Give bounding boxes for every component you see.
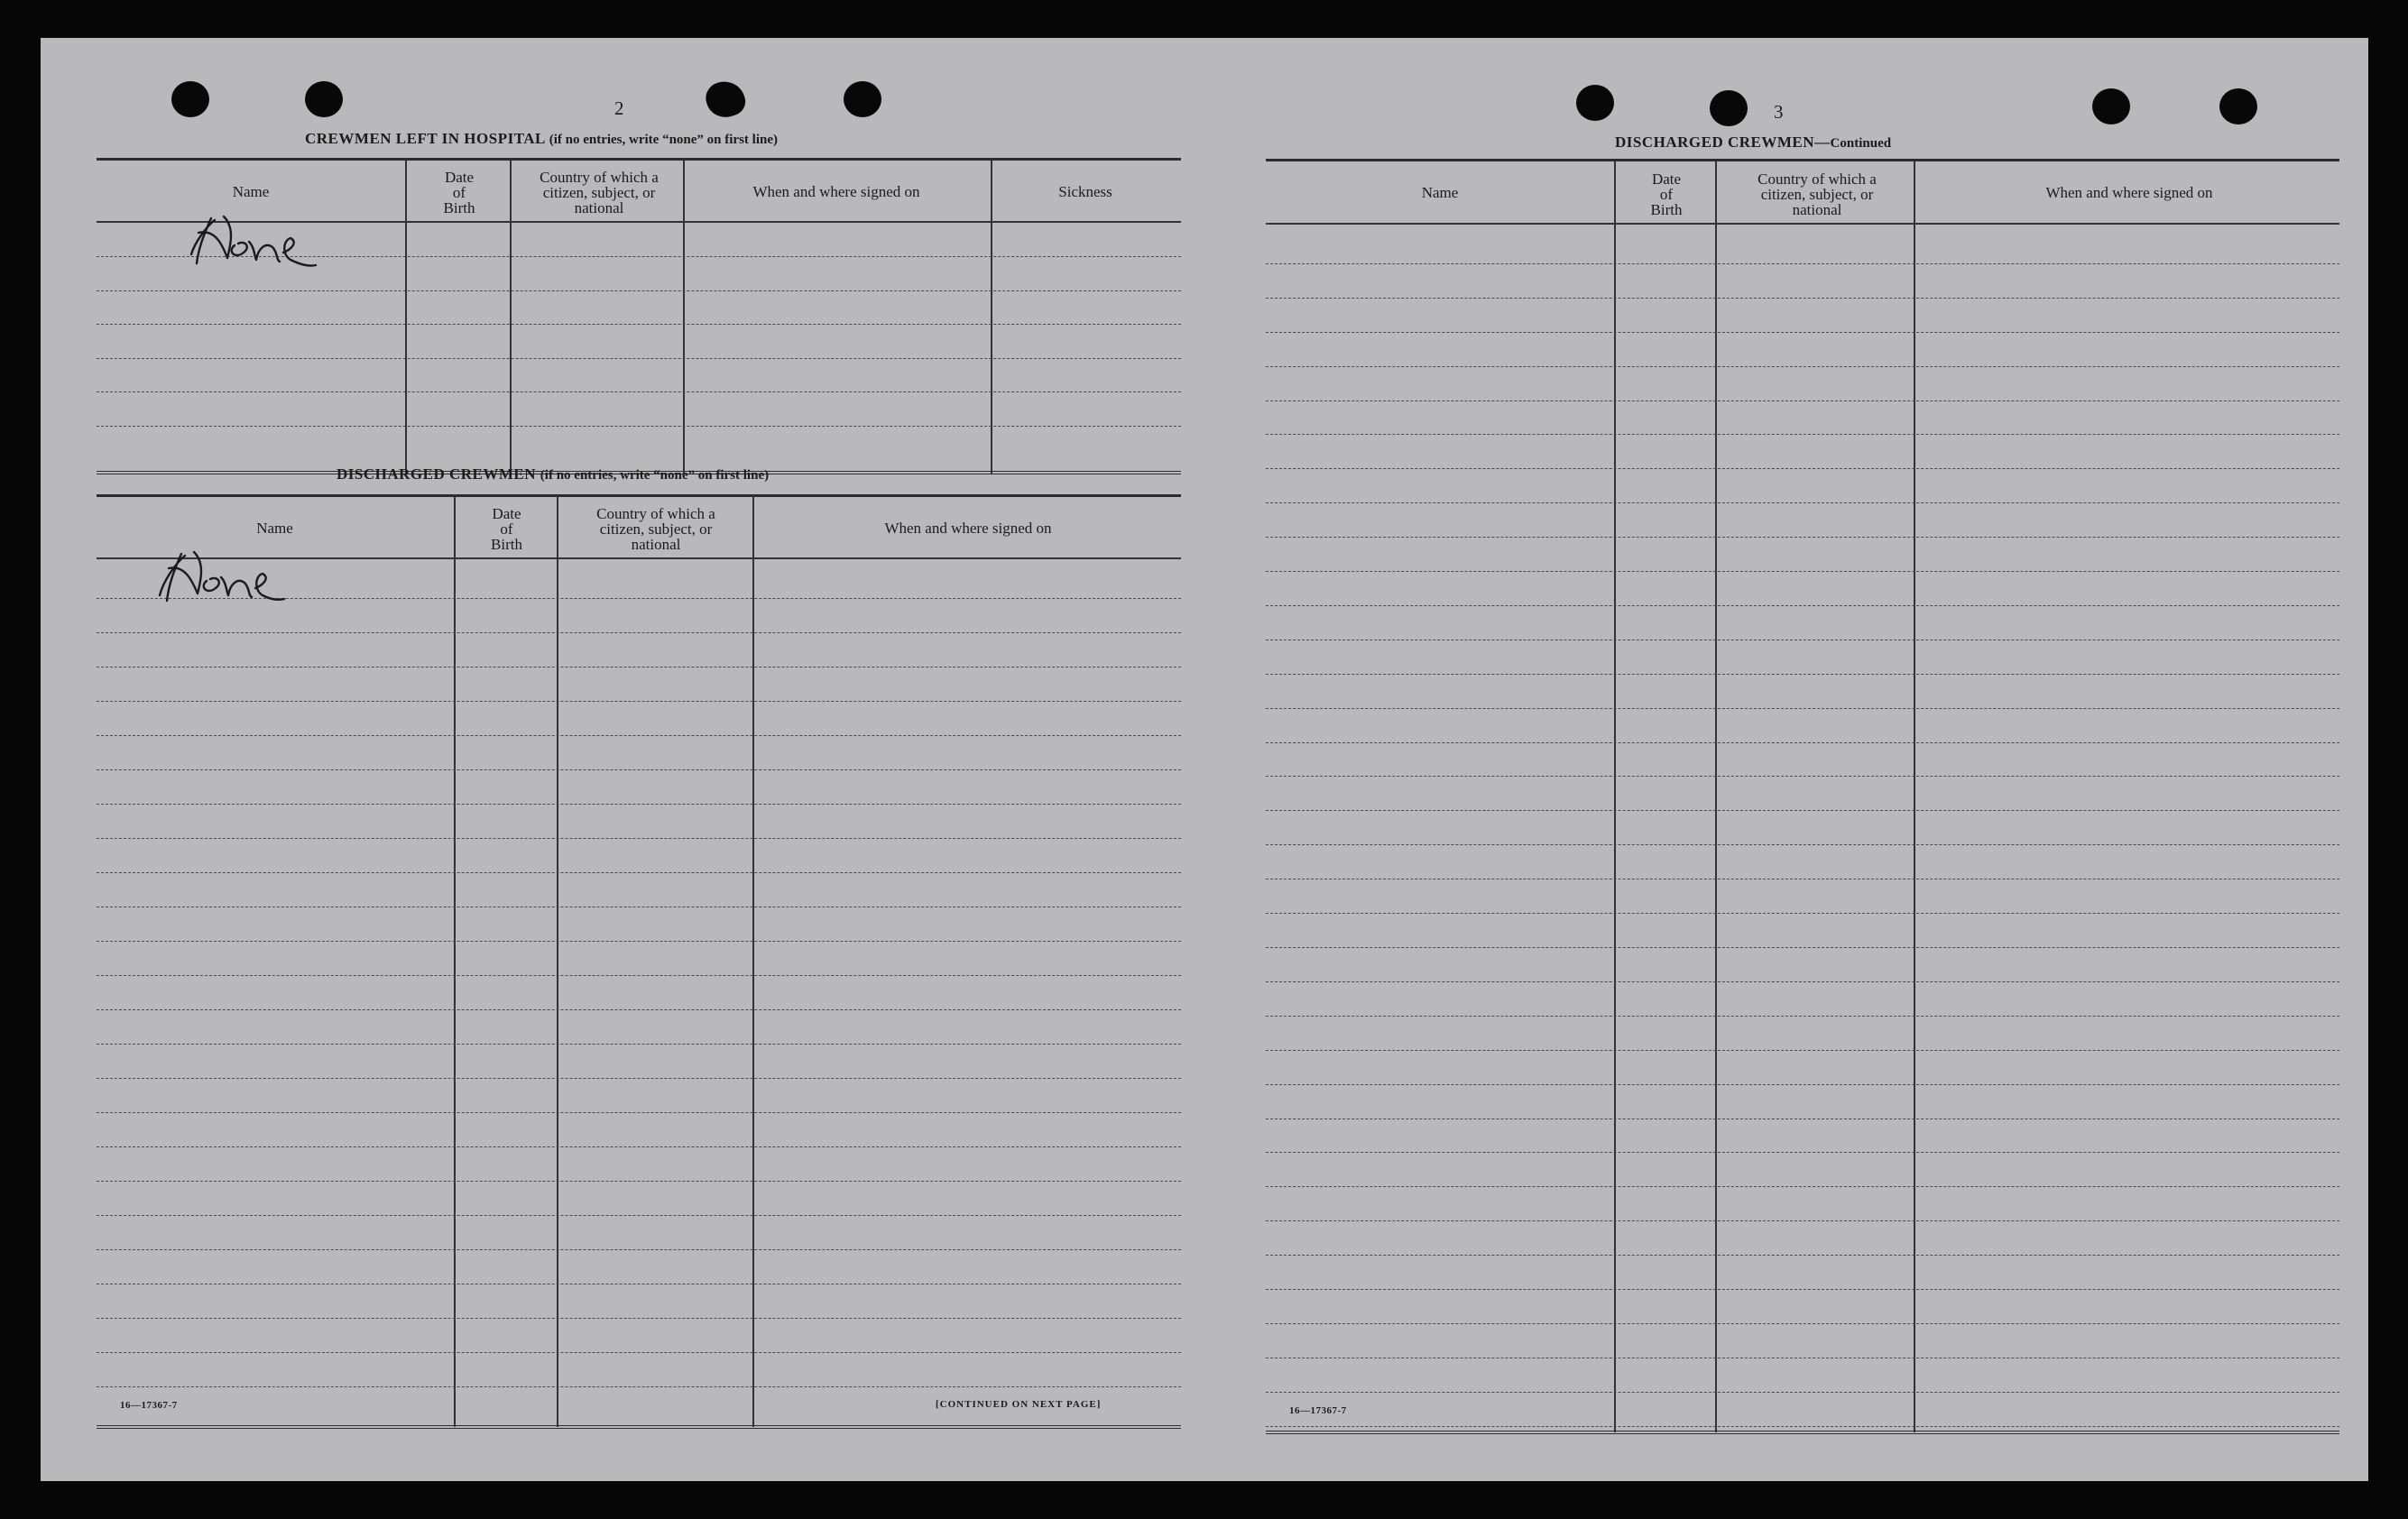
- ruled-row-line: [1266, 571, 2339, 572]
- ruled-row-line: [1266, 1323, 2339, 1324]
- punch-hole: [2219, 88, 2257, 124]
- dob-line-3: Birth: [1650, 201, 1683, 218]
- ruled-row-line: [1266, 1152, 2339, 1153]
- dob-line-3: Birth: [443, 199, 475, 216]
- discharged-title-note: (if no entries, write “none” on first line): [540, 468, 770, 483]
- form-code-right: 16—17367-7: [1289, 1405, 1347, 1416]
- discharged-continued-title: [1615, 133, 1891, 152]
- ruled-row-line: [1266, 708, 2339, 709]
- continued-bottom-rule: [1266, 1431, 2339, 1434]
- ruled-row-line: [1266, 1050, 2339, 1051]
- ruled-row-line: [1266, 298, 2339, 299]
- ruled-row-line: [1266, 674, 2339, 675]
- continued-note: [CONTINUED ON NEXT PAGE]: [936, 1399, 1102, 1410]
- country-line-1: Country of which a: [1758, 170, 1877, 188]
- country-line-1: Country of which a: [540, 169, 659, 186]
- country-line-2: citizen, subject, or: [599, 520, 713, 538]
- discharged-title-text: DISCHARGED CREWMEN: [337, 465, 537, 483]
- hospital-col-country: [513, 170, 685, 216]
- ruled-row-line: [97, 1044, 1181, 1045]
- dob-line-2: of: [452, 184, 466, 201]
- continued-title-suffix: Continued: [1830, 136, 1892, 151]
- discharged-none-text: None: [140, 529, 171, 545]
- form-sheet: [41, 38, 2368, 1481]
- hospital-row-line: [97, 324, 1181, 325]
- ruled-row-line: [97, 1009, 1181, 1010]
- ruled-row-line: [97, 735, 1181, 736]
- continued-col-divider: [1614, 161, 1616, 1432]
- punch-hole: [305, 81, 343, 117]
- ruled-row-line: [97, 1215, 1181, 1216]
- continued-col-divider: [1914, 161, 1915, 1432]
- punch-hole: [1710, 90, 1748, 126]
- ruled-row-line: [97, 872, 1181, 873]
- continued-title-text: DISCHARGED CREWMEN—: [1615, 133, 1831, 151]
- dob-line-2: of: [1659, 186, 1674, 203]
- country-line-1: Country of which a: [596, 505, 715, 522]
- punch-hole: [1576, 85, 1614, 121]
- continued-col-name: Name: [1421, 184, 1459, 201]
- ruled-row-line: [97, 1146, 1181, 1147]
- ruled-row-line: [97, 838, 1181, 839]
- ruled-row-line: [1266, 605, 2339, 606]
- continued-col-dob: [1616, 171, 1717, 217]
- ruled-row-line: [1266, 468, 2339, 469]
- ruled-row-line: [1266, 981, 2339, 982]
- discharged-col-signed-on: When and where signed on: [884, 520, 1052, 537]
- discharged-top-rule: [97, 494, 1181, 497]
- ruled-row-line: [1266, 1426, 2339, 1427]
- ruled-row-line: [1266, 1186, 2339, 1187]
- hospital-col-name: Name: [232, 183, 270, 200]
- hospital-title-note: (if no entries, write “none” on first line): [549, 133, 778, 147]
- punch-hole: [844, 81, 881, 117]
- country-line-2: citizen, subject, or: [1760, 186, 1874, 203]
- discharged-col-divider: [752, 496, 754, 1427]
- discharged-col-name: Name: [256, 520, 293, 537]
- discharged-bottom-rule: [97, 1425, 1181, 1429]
- hospital-col-dob: [407, 170, 512, 216]
- hospital-section-title: [305, 130, 778, 148]
- hospital-row-line: [97, 358, 1181, 359]
- page-number-right: 3: [1774, 101, 1784, 123]
- discharged-col-country: [559, 506, 752, 552]
- ruled-row-line: [97, 1318, 1181, 1319]
- ruled-row-line: [97, 804, 1181, 805]
- ruled-row-line: [97, 1386, 1181, 1387]
- continued-col-country: [1719, 171, 1915, 217]
- ruled-row-line: [97, 769, 1181, 770]
- hospital-none-text: None: [171, 196, 203, 211]
- ruled-row-line: [1266, 1084, 2339, 1085]
- ruled-row-line: [1266, 502, 2339, 503]
- ruled-row-line: [1266, 810, 2339, 811]
- form-code-left: 16—17367-7: [120, 1400, 178, 1411]
- ruled-row-line: [97, 701, 1181, 702]
- country-line-3: national: [574, 199, 624, 216]
- discharged-section-heading: [337, 465, 769, 483]
- hospital-row-line: [97, 391, 1181, 392]
- ruled-row-line: [1266, 434, 2339, 435]
- discharged-col-dob: [456, 506, 558, 552]
- ruled-row-line: [97, 975, 1181, 976]
- ruled-row-line: [1266, 263, 2339, 264]
- hospital-col-signed-on: When and where signed on: [752, 183, 920, 200]
- ruled-row-line: [1266, 947, 2339, 948]
- dob-line-3: Birth: [491, 536, 522, 553]
- dob-line-1: Date: [492, 505, 521, 522]
- country-line-3: national: [631, 536, 681, 553]
- discharged-col-divider: [557, 496, 558, 1427]
- hospital-row-line: [97, 426, 1181, 427]
- page-number-left: 2: [614, 97, 624, 119]
- discharged-handwritten-none: [140, 529, 338, 613]
- ruled-row-line: [1266, 844, 2339, 845]
- ruled-row-line: [1266, 1255, 2339, 1256]
- dob-line-1: Date: [1651, 170, 1682, 188]
- ruled-row-line: [1266, 366, 2339, 367]
- punch-hole: [702, 76, 749, 122]
- ruled-row-line: [97, 632, 1181, 633]
- ruled-row-line: [97, 1181, 1181, 1182]
- ruled-row-line: [1266, 742, 2339, 743]
- ruled-row-line: [1266, 400, 2339, 401]
- ruled-row-line: [1266, 1016, 2339, 1017]
- ruled-row-line: [1266, 537, 2339, 538]
- ruled-row-line: [97, 1249, 1181, 1250]
- ruled-row-line: [97, 1078, 1181, 1079]
- continued-col-signed-on: When and where signed on: [2045, 184, 2213, 201]
- punch-hole: [171, 81, 209, 117]
- country-line-2: citizen, subject, or: [542, 184, 656, 201]
- continued-top-rule: [1266, 159, 2339, 161]
- ruled-row-line: [97, 1352, 1181, 1353]
- ruled-row-line: [97, 941, 1181, 942]
- punch-hole: [2092, 88, 2130, 124]
- hospital-top-rule: [97, 158, 1181, 161]
- dob-line-2: of: [500, 520, 513, 538]
- ruled-row-line: [1266, 776, 2339, 777]
- hospital-col-sickness: Sickness: [1058, 183, 1112, 200]
- country-line-3: national: [1792, 201, 1842, 218]
- continued-col-divider: [1715, 161, 1717, 1432]
- ruled-row-line: [1266, 913, 2339, 914]
- continued-header-rule: [1266, 223, 2339, 225]
- dob-line-1: Date: [444, 169, 475, 186]
- ruled-row-line: [1266, 1289, 2339, 1290]
- ruled-row-line: [1266, 1392, 2339, 1393]
- hospital-row-line: [97, 290, 1181, 291]
- hospital-title-text: CREWMEN LEFT IN HOSPITAL: [305, 130, 545, 147]
- discharged-col-divider: [454, 496, 456, 1427]
- ruled-row-line: [1266, 332, 2339, 333]
- hospital-handwritten-none: [171, 196, 370, 280]
- ruled-row-line: [1266, 1220, 2339, 1221]
- ruled-row-line: [97, 1112, 1181, 1113]
